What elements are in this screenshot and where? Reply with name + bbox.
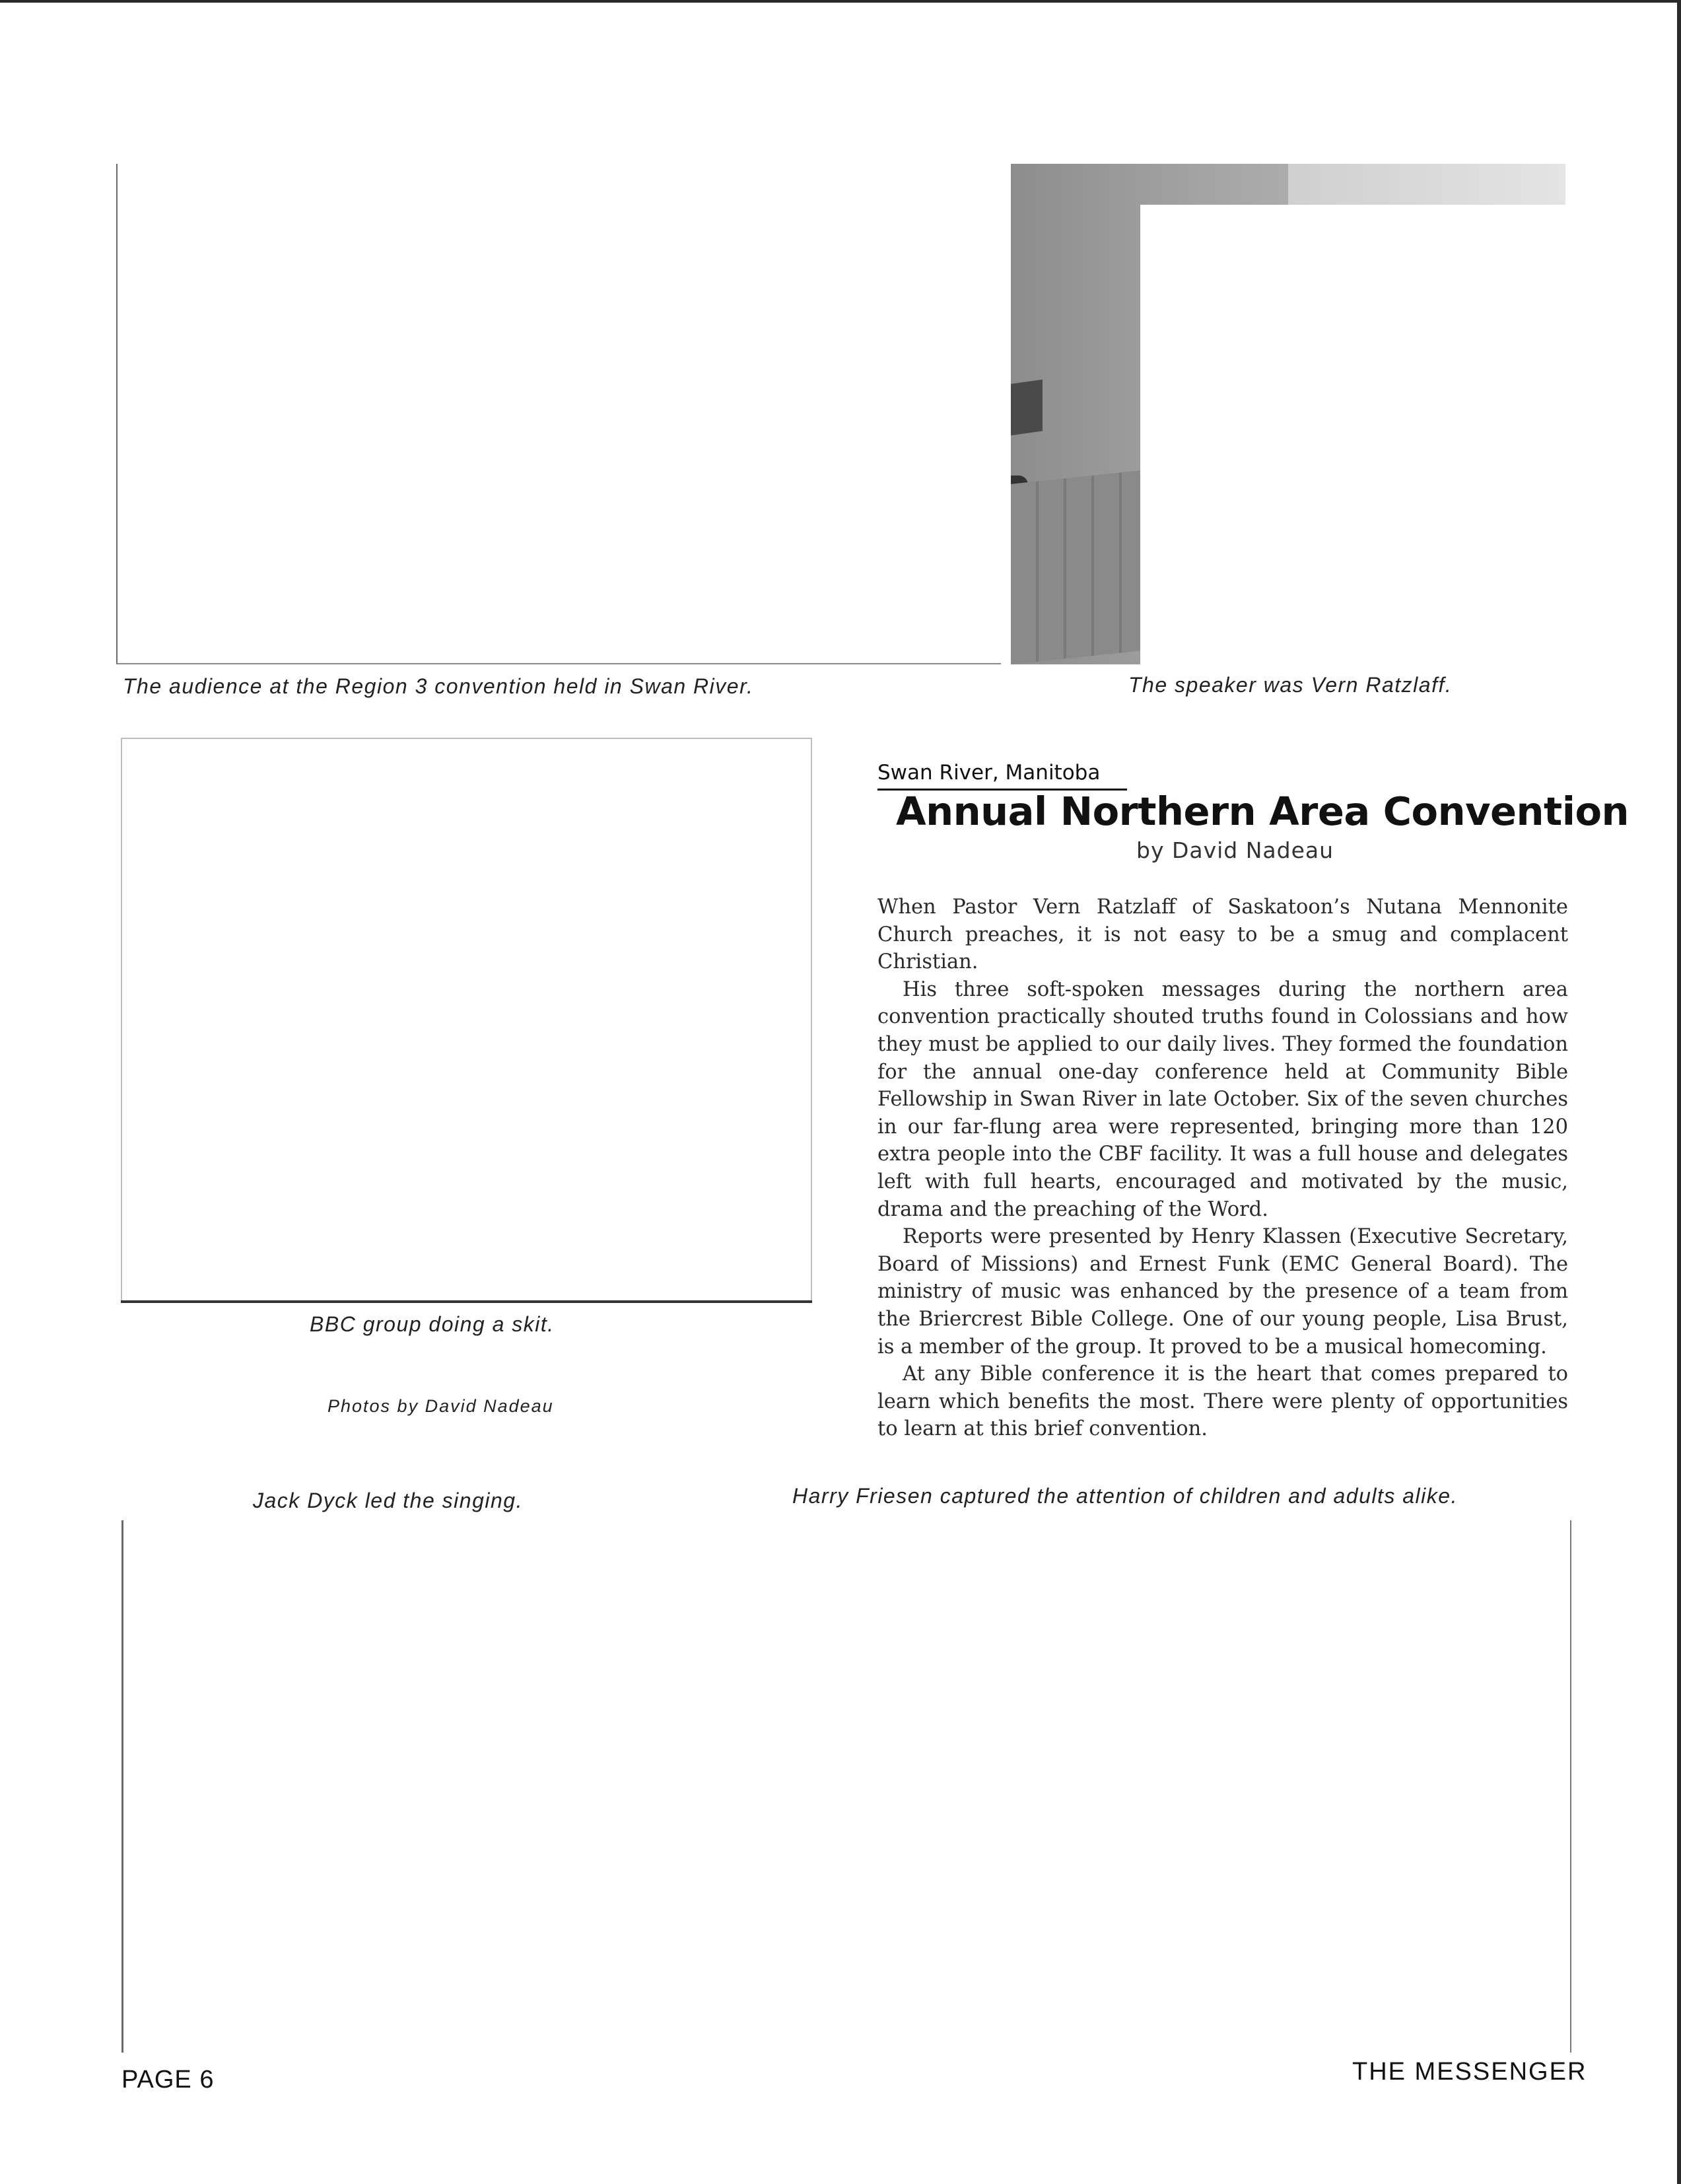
audience-caption: The audience at the Region 3 convention held in Swan River. <box>123 674 754 698</box>
photo-white-area <box>1140 205 1565 664</box>
article-paragraph: Reports were presented by Henry Klassen (Executive Secretary, Board of Missions) and Ernest Funk (EMC General Board). The ministry of music was enhanced by the presence of a team from the Briercrest Bible College. One of our young people, Lisa Brust, is a member of the group. It proved to be a musical homecoming. <box>877 1225 1568 1358</box>
photo-object-dark <box>1011 380 1043 436</box>
photo-credit: Photos by David Nadeau <box>327 1396 554 1416</box>
singing-caption: Jack Dyck led the singing. <box>253 1489 523 1512</box>
article-paragraph: His three soft-spoken messages during the northern area convention practically shouted truths found in Colossians and how they must be applied to our daily lives. They formed the foundation for the annual one-day conference held at Community Bible Fellowship in Swan River in late October. Six of the seven churches in our far-flung area were represented, bringing more than 120 extra people into the CBF facility. It was a full house and delegates left with full hearts, encouraged and motivated by the music, drama and the preaching of the Word. <box>877 977 1568 1221</box>
article-paragraph: At any Bible conference it is the heart that comes prepared to learn which benefits the most. There were plenty of opportunities to learn at this brief convention. <box>877 1362 1568 1441</box>
article-body <box>877 894 1568 1443</box>
page-number: PAGE 6 <box>121 2066 215 2094</box>
skit-photo <box>121 738 812 1302</box>
speaker-photo <box>1011 164 1565 664</box>
photo-top-light <box>1288 164 1565 205</box>
article-location: Swan River, Manitoba <box>877 761 1101 785</box>
friesen-caption: Harry Friesen captured the attention of children and adults alike. <box>792 1484 1458 1508</box>
audience-photo <box>116 164 1001 664</box>
page-top-edge <box>0 0 1681 3</box>
skit-photo-bottom-rule <box>121 1300 812 1303</box>
article-paragraph: When Pastor Vern Ratzlaff of Saskatoon’s Nutana Mennonite Church preaches, it is not easy to be a smug and complacent Christian. <box>877 896 1568 974</box>
speaker-caption: The speaker was Vern Ratzlaff. <box>1128 673 1453 697</box>
publication-name: THE MESSENGER <box>1352 2058 1587 2086</box>
article-title: Annual Northern Area Convention <box>896 789 1630 834</box>
article-byline: by David Nadeau <box>1136 837 1334 863</box>
bottom-photo <box>121 1520 1571 2053</box>
page-right-edge <box>1677 0 1681 2184</box>
photo-wall <box>1011 470 1140 664</box>
skit-caption: BBC group doing a skit. <box>310 1312 555 1336</box>
